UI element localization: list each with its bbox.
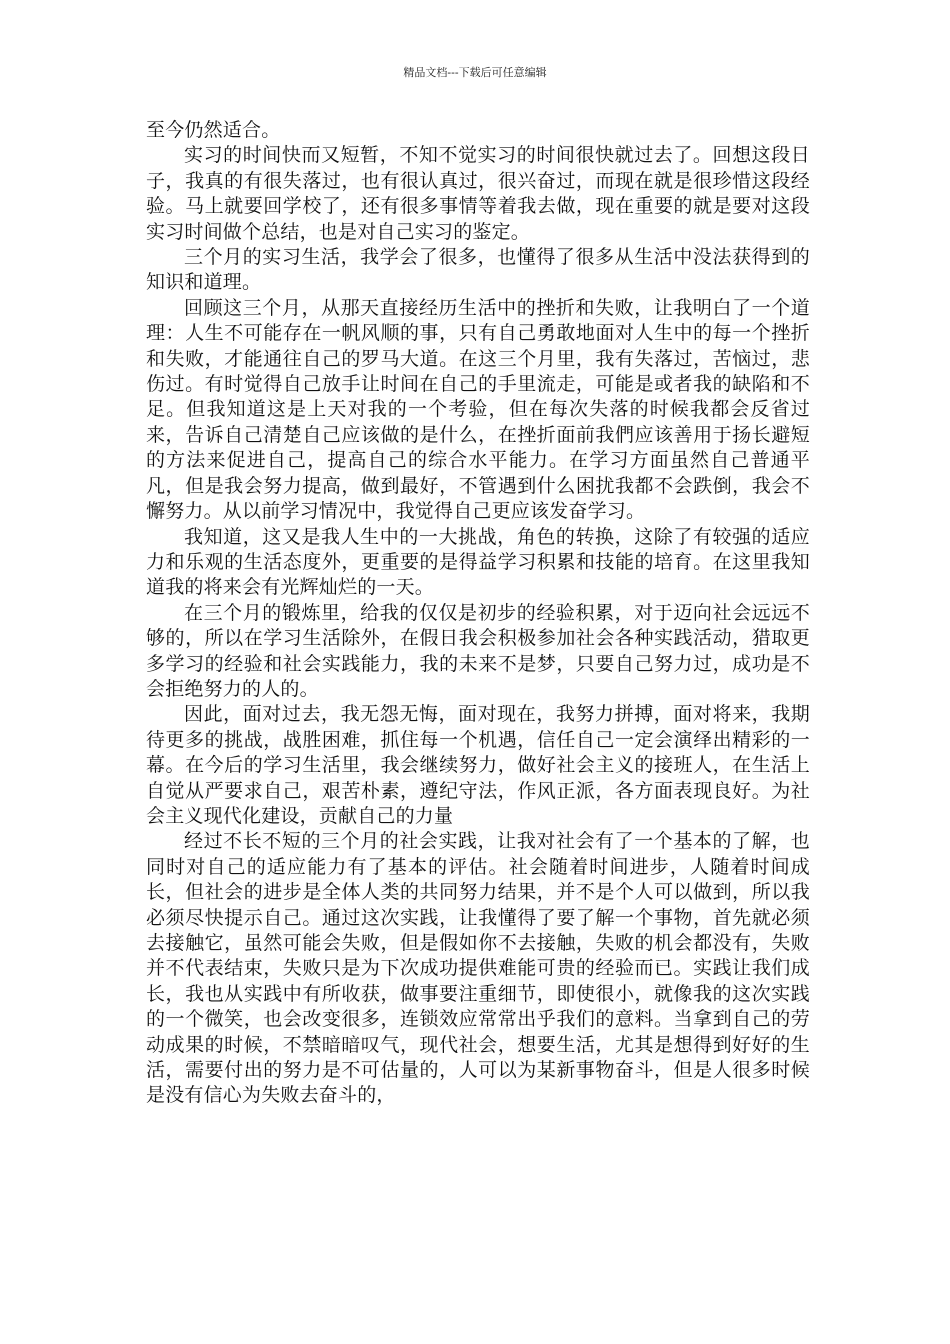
page-header: 精品文档---下载后可任意编辑: [403, 66, 547, 79]
paragraph: 经过不长不短的三个月的社会实践，让我对社会有了一个基本的了解，也同时对自己的适应能力有了基本的评估。社会随着时间进步，人随着时间成长，但社会的进步是全体人类的共同努力结果，并不是个人可以做到，所以我必须尽快提示自己。通过这次实践，让我懂得了要了解一个事物，首先就必须去接触它，虽然可能会失败，但是假如你不去接触，失败的机会都没有，失败并不代表结束，失败只是为下次成功提供难能可贵的经验而已。实践让我们成长，我也从实践中有所收获，做事要注重细节，即使很小，就像我的这次实践的一个微笑，也会改变很多，连锁效应常常出乎我们的意料。当拿到自己的劳动成果的时候，不禁暗暗叹气，现代社会，想要生活，尤其是想得到好好的生活，需要付出的努力是不可估量的，人可以为某新事物奋斗，但是人很多时候是没有信心为失败去奋斗的，: [146, 830, 810, 1107]
paragraph: 我知道，这又是我人生中的一大挑战，角色的转换，这除了有较强的适应力和乐观的生活态度外，更重要的是得益学习积累和技能的培育。在这里我知道我的将来会有光辉灿烂的一天。: [146, 525, 810, 599]
paragraph: 因此，面对过去，我无怨无悔，面对现在，我努力拼搏，面对将来，我期待更多的挑战，战胜困难，抓住每一个机遇，信任自己一定会演绎出精彩的一幕。在今后的学习生活里，我会继续努力，做好社会主义的接班人，在生活上自觉从严要求自己，艰苦朴素，遵纪守法，作风正派，各方面表现良好。为社会主义现代化建设，贡献自己的力量: [146, 703, 810, 827]
paragraph: 回顾这三个月，从那天直接经历生活中的挫折和失败，让我明白了一个道理：人生不可能存在一帆风顺的事，只有自己勇敢地面对人生中的每一个挫折和失败，才能通往自己的罗马大道。在这三个月里，我有失落过，苦恼过，悲伤过。有时觉得自己放手让时间在自己的手里流走，可能是或者我的缺陷和不足。但我知道这是上天对我的一个考验，但在每次失落的时候我都会反省过来，告诉自己清楚自己应该做的是什么，在挫折面前我們应该善用于扬长避短的方法来促进自己，提高自己的综合水平能力。在学习方面虽然自己普通平凡，但是我会努力提高，做到最好，不管遇到什么困扰我都不会跌倒，我会不懈努力。从以前学习情况中，我觉得自己更应该发奋学习。: [146, 296, 810, 523]
paragraph: 实习的时间快而又短暂，不知不觉实习的时间很快就过去了。回想这段日子，我真的有很失落过，也有很认真过，很兴奋过，而现在就是很珍惜这段经验。马上就要回学校了，还有很多事情等着我去做，现在重要的就是要对这段实习时间做个总结，也是对自己实习的鉴定。: [146, 144, 810, 243]
paragraph: 三个月的实习生活，我学会了很多，也懂得了很多从生活中没法获得到的知识和道理。: [146, 246, 810, 294]
paragraph: 至今仍然适合。: [146, 119, 281, 141]
document-body: [146, 118, 810, 1109]
paragraph: 在三个月的锻炼里，给我的仅仅是初步的经验积累，对于迈向社会远远不够的，所以在学习生活除外，在假日我会积极参加社会各种实践活动，猎取更多学习的经验和社会实践能力，我的未来不是梦，只要自己努力过，成功是不会拒绝努力的人的。: [146, 601, 810, 700]
